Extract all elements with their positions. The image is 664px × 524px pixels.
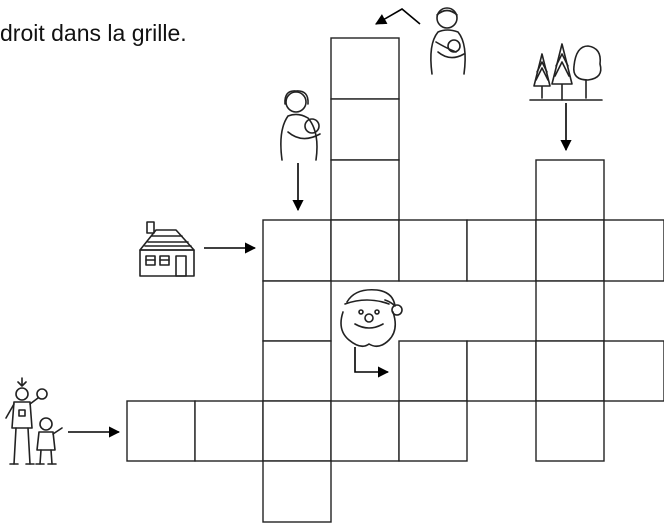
grid-cell[interactable]: [467, 220, 536, 281]
children-icon: [6, 378, 62, 464]
mother-holding-baby-icon: [281, 91, 320, 160]
grid-cell[interactable]: [263, 341, 331, 401]
forest-trees-icon: [530, 44, 602, 100]
grid-cell[interactable]: [331, 401, 399, 461]
house-icon: [140, 222, 194, 276]
grid-cell[interactable]: [536, 341, 604, 401]
grid-cell[interactable]: [331, 160, 399, 220]
grid-cell[interactable]: [399, 341, 467, 401]
grid-cell[interactable]: [195, 401, 263, 461]
father-holding-baby-icon: [431, 8, 465, 74]
grid-cell[interactable]: [331, 220, 399, 281]
grid-cell[interactable]: [127, 401, 195, 461]
grid-cell[interactable]: [399, 220, 467, 281]
grid-cell[interactable]: [536, 220, 604, 281]
grid-cell[interactable]: [331, 99, 399, 160]
grid-cell[interactable]: [263, 281, 331, 341]
arrow-father: [376, 9, 420, 24]
grid-cell[interactable]: [263, 401, 331, 461]
grid-cell[interactable]: [536, 281, 604, 341]
grid-cell[interactable]: [263, 220, 331, 281]
arrow-santa: [355, 347, 388, 372]
grid-cell[interactable]: [263, 461, 331, 522]
grid-cell[interactable]: [467, 341, 536, 401]
grid-cell[interactable]: [536, 160, 604, 220]
grid-cell[interactable]: [331, 38, 399, 99]
instruction-text: droit dans la grille.: [0, 20, 187, 46]
santa-claus-icon: [341, 290, 402, 347]
grid-cell[interactable]: [604, 220, 664, 281]
grid-cell[interactable]: [604, 341, 664, 401]
grid-cell[interactable]: [536, 401, 604, 461]
grid-cell[interactable]: [399, 401, 467, 461]
